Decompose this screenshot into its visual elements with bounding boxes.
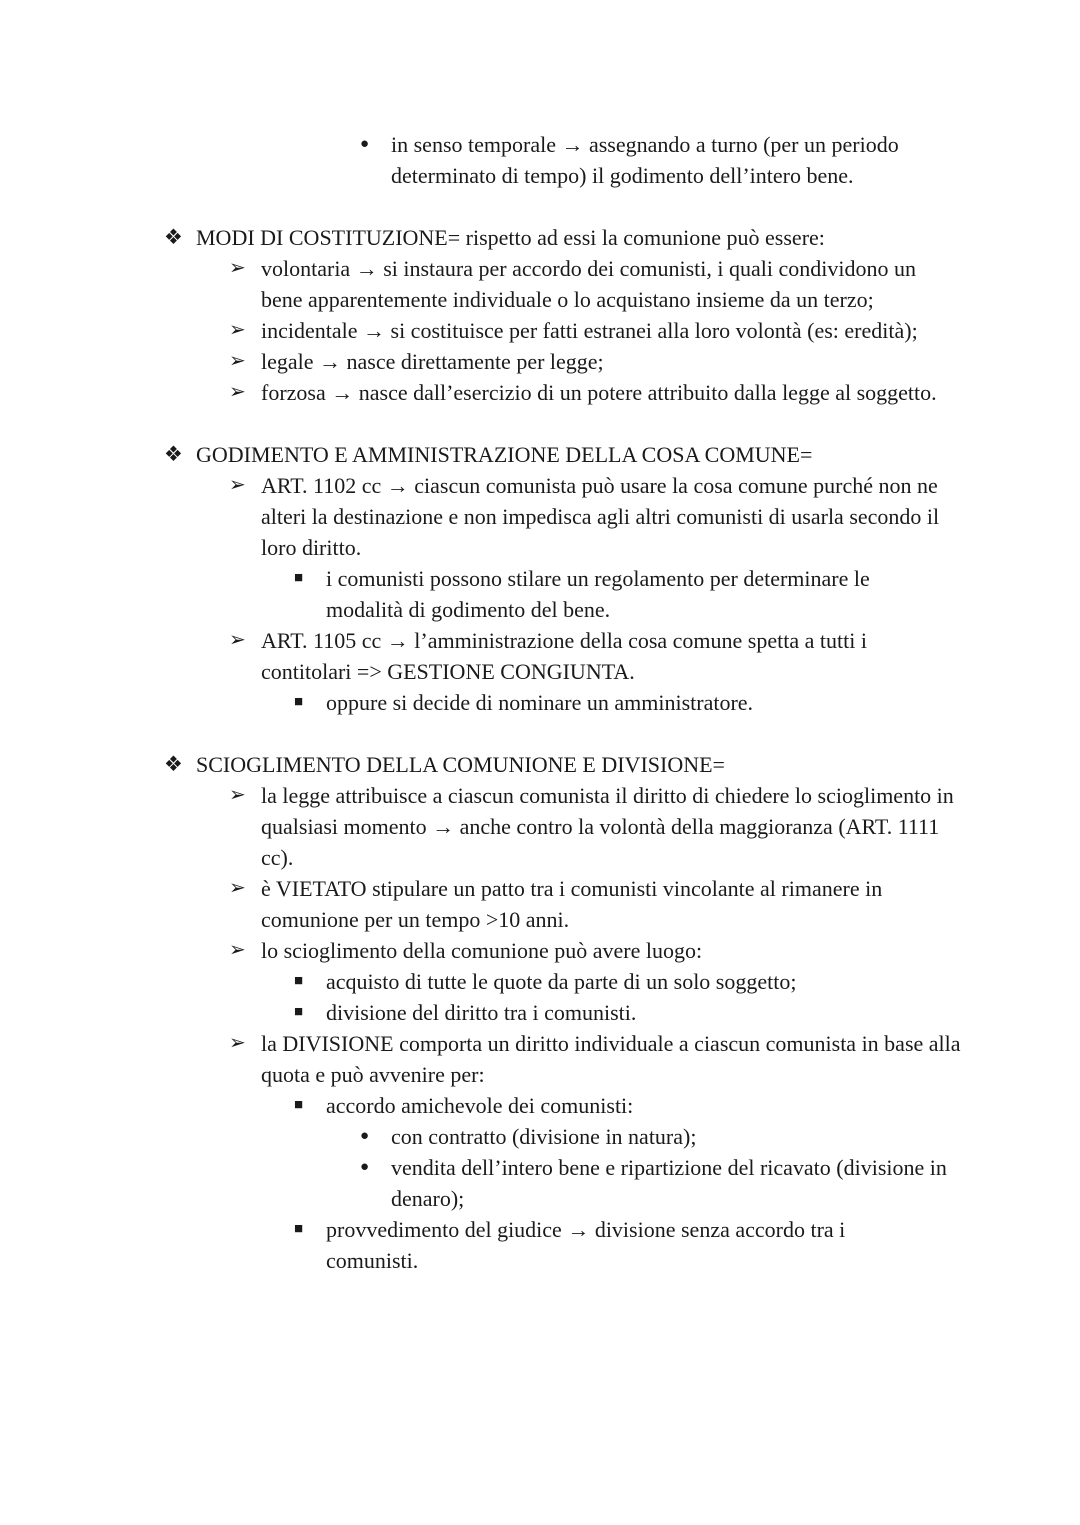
arrowhead-bullet-icon: ➢ xyxy=(229,1032,246,1054)
sub-sub-list-item xyxy=(360,1121,951,1152)
list-item xyxy=(229,253,961,315)
list-item-text: volontaria → si instaura per accordo dei comunisti, i quali condividono un bene apparentemente individuale o lo acquistano insieme da un terzo; xyxy=(261,256,916,312)
square-bullet-icon: ■ xyxy=(294,1097,304,1113)
section-heading-text: SCIOGLIMENTO DELLA COMUNIONE E DIVISIONE= xyxy=(196,752,725,777)
square-bullet-icon: ■ xyxy=(294,973,304,989)
section-heading-godimento xyxy=(164,439,956,470)
list-item xyxy=(229,377,961,408)
list-item xyxy=(229,935,961,966)
square-bullet-icon: ■ xyxy=(294,570,304,586)
arrowhead-bullet-icon: ➢ xyxy=(229,257,246,279)
list-item-text: incidentale → si costituisce per fatti estranei alla loro volontà (es: eredità); xyxy=(261,318,918,343)
list-item-text: legale → nasce direttamente per legge; xyxy=(261,349,604,374)
section-heading-text: MODI DI COSTITUZIONE= rispetto ad essi la comunione può essere: xyxy=(196,225,825,250)
list-item-intro xyxy=(360,129,951,191)
list-item-text: forzosa → nasce dall’esercizio di un potere attribuito dalla legge al soggetto. xyxy=(261,380,937,405)
list-item xyxy=(229,315,961,346)
list-item-text: in senso temporale → assegnando a turno (per un periodo determinato di tempo) il godimento dell’intero bene. xyxy=(391,132,899,188)
arrowhead-bullet-icon: ➢ xyxy=(229,877,246,899)
list-item-text: lo scioglimento della comunione può avere luogo: xyxy=(261,938,703,963)
arrowhead-bullet-icon: ➢ xyxy=(229,784,246,806)
sub-list-item xyxy=(294,1090,926,1121)
arrowhead-bullet-icon: ➢ xyxy=(229,629,246,651)
sub-list-item xyxy=(294,563,926,625)
list-item-text: ART. 1105 cc → l’amministrazione della cosa comune spetta a tutti i contitolari => GESTIONE CONGIUNTA. xyxy=(261,628,867,684)
bullet-dot-icon: ● xyxy=(360,1159,370,1175)
sub-list-item-text: acquisto di tutte le quote da parte di un solo soggetto; xyxy=(326,969,797,994)
list-item xyxy=(229,346,961,377)
section-heading-scioglimento xyxy=(164,749,956,780)
arrowhead-bullet-icon: ➢ xyxy=(229,350,246,372)
square-bullet-icon: ■ xyxy=(294,694,304,710)
list-item xyxy=(229,780,961,873)
section-heading-text: GODIMENTO E AMMINISTRAZIONE DELLA COSA COMUNE= xyxy=(196,442,813,467)
list-item-text: ART. 1102 cc → ciascun comunista può usare la cosa comune purché non ne alteri la destinazione e non impedisca agli altri comunisti di usarla secondo il loro diritto. xyxy=(261,473,940,560)
diamond-bullet-icon: ❖ xyxy=(164,752,183,776)
list-item xyxy=(229,470,961,563)
square-bullet-icon: ■ xyxy=(294,1004,304,1020)
sub-list-item-text: divisione del diritto tra i comunisti. xyxy=(326,1000,637,1025)
diamond-bullet-icon: ❖ xyxy=(164,225,183,249)
list-item xyxy=(229,1028,961,1090)
square-bullet-icon: ■ xyxy=(294,1221,304,1237)
sub-list-item xyxy=(294,997,926,1028)
bullet-dot-icon: ● xyxy=(360,1128,370,1144)
list-item xyxy=(229,625,961,687)
list-item-text: è VIETATO stipulare un patto tra i comunisti vincolante al rimanere in comunione per un tempo >10 anni. xyxy=(261,876,883,932)
arrowhead-bullet-icon: ➢ xyxy=(229,939,246,961)
diamond-bullet-icon: ❖ xyxy=(164,442,183,466)
sub-list-item xyxy=(294,1214,926,1276)
arrowhead-bullet-icon: ➢ xyxy=(229,319,246,341)
arrowhead-bullet-icon: ➢ xyxy=(229,474,246,496)
arrowhead-bullet-icon: ➢ xyxy=(229,381,246,403)
sub-list-item-text: accordo amichevole dei comunisti: xyxy=(326,1093,634,1118)
sub-sub-list-item-text: con contratto (divisione in natura); xyxy=(391,1124,697,1149)
sub-sub-list-item-text: vendita dell’intero bene e ripartizione del ricavato (divisione in denaro); xyxy=(391,1155,947,1211)
section-heading-modi-di-costituzione xyxy=(164,222,956,253)
sub-list-item-text: provvedimento del giudice → divisione senza accordo tra i comunisti. xyxy=(326,1217,846,1273)
sub-list-item xyxy=(294,687,926,718)
sub-list-item-text: oppure si decide di nominare un amministratore. xyxy=(326,690,754,715)
list-item-text: la legge attribuisce a ciascun comunista il diritto di chiedere lo scioglimento in qualsiasi momento → anche contro la volontà della maggioranza (ART. 1111 cc). xyxy=(261,783,954,870)
sub-list-item xyxy=(294,966,926,997)
list-item xyxy=(229,873,961,935)
bullet-dot-icon: ● xyxy=(360,136,370,152)
sub-sub-list-item xyxy=(360,1152,951,1214)
sub-list-item-text: i comunisti possono stilare un regolamento per determinare le modalità di godimento del bene. xyxy=(326,566,870,622)
document-page xyxy=(0,129,1080,1276)
list-item-text: la DIVISIONE comporta un diritto individuale a ciascun comunista in base alla quota e può avvenire per: xyxy=(261,1031,961,1087)
